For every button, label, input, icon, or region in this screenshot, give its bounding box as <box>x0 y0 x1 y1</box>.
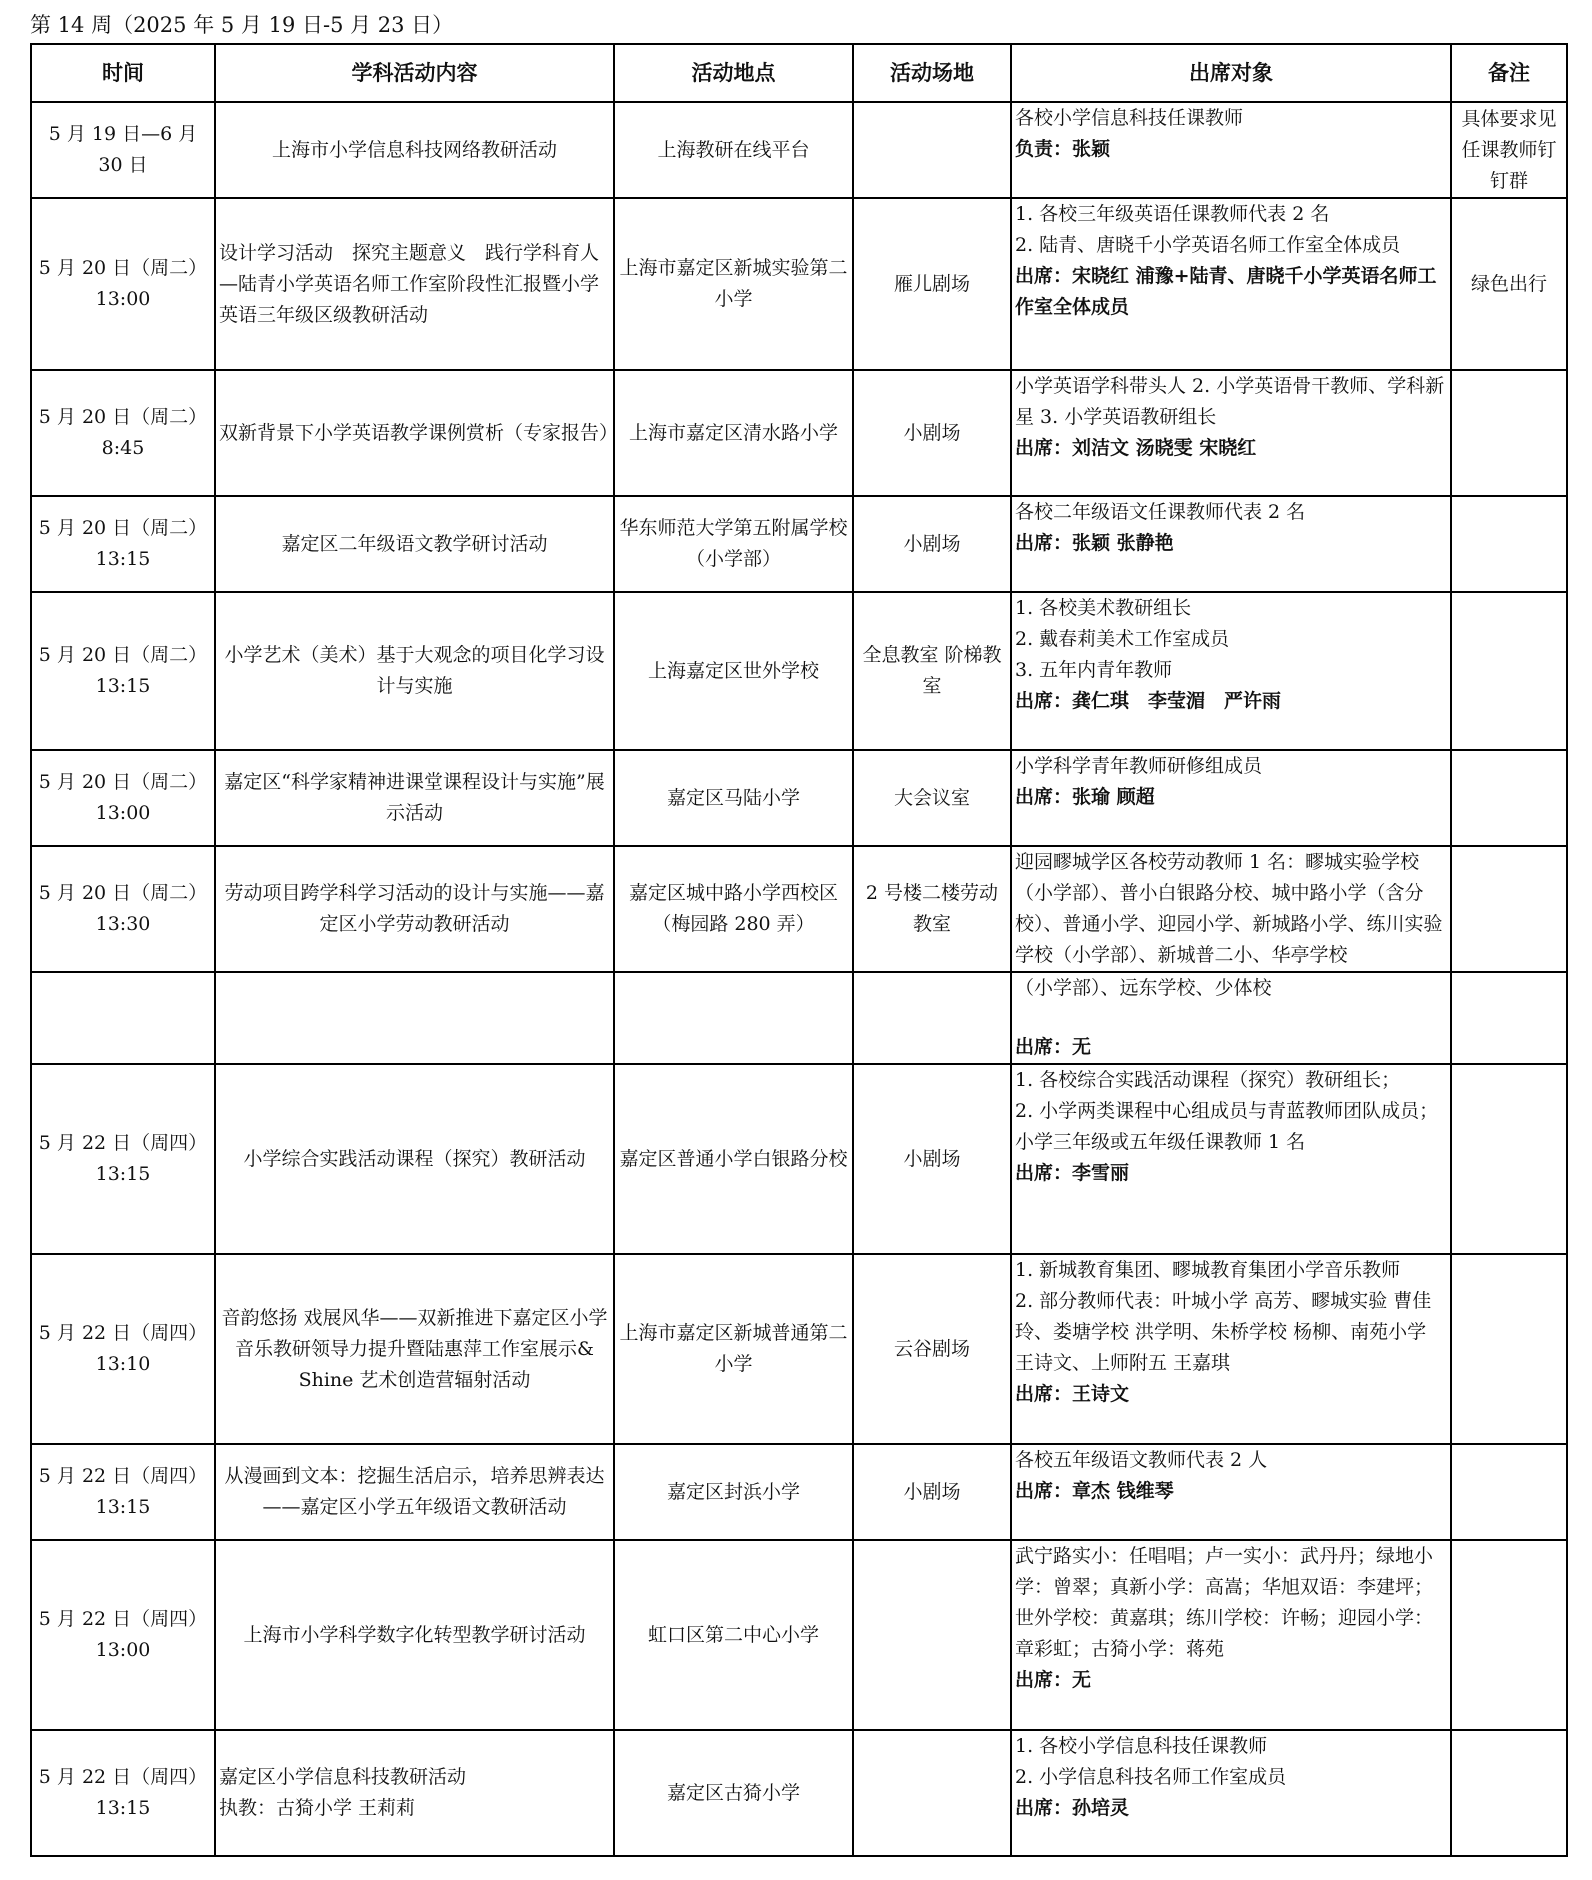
table-row <box>31 1254 1567 1444</box>
venue-cell-text: 大会议室 <box>893 786 970 809</box>
time-cell-text: 5 月 20 日（周二） <box>38 771 208 793</box>
activity-cell <box>215 592 614 750</box>
time-cell <box>31 846 215 972</box>
location-cell <box>614 1444 853 1540</box>
time-cell-text: 8:45 <box>101 437 145 459</box>
time-cell-text: 13:15 <box>95 675 151 697</box>
table-row <box>31 370 1567 496</box>
table-row <box>31 198 1567 370</box>
table-row <box>31 1064 1567 1254</box>
location-cell <box>614 102 853 198</box>
location-cell-text: 上海市嘉定区新城普通第二小学 <box>619 1322 848 1375</box>
attendees-cell-text: 2. 部分教师代表：叶城小学 高芳、疁城实验 曹佳玲、娄塘学校 洪学明、朱桥学校 杨柳、南苑小学 王诗文、上师附五 王嘉琪 <box>1015 1290 1432 1374</box>
activity-cell <box>215 102 614 198</box>
attendees-cell <box>1011 102 1451 198</box>
attending-staff: 出席：李雪丽 <box>1015 1162 1130 1184</box>
attending-staff: 出席：章杰 钱维琴 <box>1015 1480 1174 1502</box>
time-cell <box>31 1540 215 1730</box>
attendees-cell <box>1011 1730 1451 1856</box>
header-venue: 活动场地 <box>853 44 1011 102</box>
table-row <box>31 496 1567 592</box>
venue-cell <box>853 592 1011 750</box>
activity-cell <box>215 1540 614 1730</box>
attendees-cell-text: 1. 各校三年级英语任课教师代表 2 名 <box>1015 203 1330 225</box>
table-row <box>31 1540 1567 1730</box>
time-cell <box>31 972 215 1064</box>
attendees-cell-text: 小学科学青年教师研修组成员 <box>1015 755 1263 777</box>
attendees-cell-text: 小学英语学科带头人 2. 小学英语骨干教师、学科新星 3. 小学英语教研组长 <box>1015 375 1445 428</box>
attending-staff: 出席：龚仁琪 李莹湄 严许雨 <box>1015 690 1282 712</box>
time-cell <box>31 1730 215 1856</box>
time-cell <box>31 1064 215 1254</box>
attendees-cell-text: 武宁路实小：任唱唱；卢一实小：武丹丹；绿地小学：曾翠；真新小学：高嵩；华旭双语：李建坪；世外学校：黄嘉琪；练川学校：许畅；迎园小学：章彩虹；古猗小学：蒋苑 <box>1015 1545 1434 1660</box>
table-row <box>31 972 1567 1064</box>
header-note: 备注 <box>1451 44 1567 102</box>
table-row <box>31 846 1567 972</box>
week-title: 第 14 周（2025 年 5 月 19 日-5 月 23 日） <box>30 13 454 37</box>
note-cell <box>1451 370 1567 496</box>
location-cell-text: 上海教研在线平台 <box>657 138 810 161</box>
attendees-cell <box>1011 370 1451 496</box>
time-cell <box>31 1444 215 1540</box>
location-cell <box>614 198 853 370</box>
note-cell <box>1451 1730 1567 1856</box>
activity-cell <box>215 1444 614 1540</box>
attendees-cell-text: 2. 戴春莉美术工作室成员 <box>1015 628 1230 650</box>
attending-staff: 出席：张颖 张静艳 <box>1015 532 1174 554</box>
location-cell-text: 嘉定区城中路小学西校区（梅园路 280 弄） <box>628 882 838 935</box>
table-row <box>31 1444 1567 1540</box>
attendees-cell <box>1011 972 1451 1064</box>
note-cell <box>1451 972 1567 1064</box>
activity-cell <box>215 972 614 1064</box>
attending-staff: 负责：张颖 <box>1015 138 1111 160</box>
header-location: 活动地点 <box>614 44 853 102</box>
attendees-cell <box>1011 496 1451 592</box>
time-cell-text: 5 月 20 日（周二） <box>38 882 208 904</box>
time-cell-text: 13:10 <box>95 1353 151 1375</box>
time-cell-text: 5 月 20 日（周二） <box>38 644 208 666</box>
activity-cell-text: 从漫画到文本：挖掘生活启示，培养思辨表达——嘉定区小学五年级语文教研活动 <box>224 1465 605 1518</box>
attending-staff: 出席：刘洁文 汤晓雯 宋晓红 <box>1015 437 1257 459</box>
header-time: 时间 <box>31 44 215 102</box>
time-cell-text: 5 月 20 日（周二） <box>38 257 208 279</box>
attendees-cell-text: 1. 各校小学信息科技任课教师 <box>1015 1735 1268 1757</box>
note-cell <box>1451 846 1567 972</box>
time-cell-text: 13:15 <box>95 1797 151 1819</box>
note-cell <box>1451 1540 1567 1730</box>
schedule-table <box>30 43 1568 1857</box>
note-cell <box>1451 592 1567 750</box>
note-cell <box>1451 1444 1567 1540</box>
time-cell-text: 5 月 22 日（周四） <box>38 1465 208 1487</box>
venue-cell-text: 小剧场 <box>903 1147 961 1170</box>
activity-cell-text: 小学艺术（美术）基于大观念的项目化学习设计与实施 <box>224 644 605 697</box>
location-cell-text: 上海市嘉定区新城实验第二小学 <box>619 257 848 310</box>
attendees-cell-text: 小学三年级或五年级任课教师 1 名 <box>1015 1131 1306 1153</box>
header-content: 学科活动内容 <box>215 44 614 102</box>
activity-cell-text: 上海市小学信息科技网络教研活动 <box>271 138 557 161</box>
time-cell <box>31 370 215 496</box>
attending-staff: 出席：宋晓红 浦豫+陆青、唐晓千小学英语名师工作室全体成员 <box>1015 265 1437 318</box>
time-cell <box>31 1254 215 1444</box>
venue-cell <box>853 370 1011 496</box>
activity-cell-text: 双新背景下小学英语教学课例赏析（专家报告） <box>219 421 619 444</box>
location-cell <box>614 1064 853 1254</box>
note-cell <box>1451 102 1567 198</box>
venue-cell-text: 小剧场 <box>903 1480 961 1503</box>
time-cell <box>31 198 215 370</box>
time-cell-text: 13:15 <box>95 548 151 570</box>
attendees-cell-text: 2. 小学信息科技名师工作室成员 <box>1015 1766 1287 1788</box>
activity-cell <box>215 370 619 496</box>
activity-cell-text: 执教：古猗小学 王莉莉 <box>219 1797 416 1819</box>
attendees-cell-text: （小学部）、远东学校、少体校 <box>1015 977 1272 999</box>
venue-cell <box>853 750 1011 846</box>
venue-cell-text: 雁儿剧场 <box>893 272 970 295</box>
location-cell-text: 上海嘉定区世外学校 <box>647 659 819 682</box>
attending-staff: 出席：孙培灵 <box>1015 1797 1130 1819</box>
venue-cell <box>853 1064 1011 1254</box>
venue-cell <box>853 496 1011 592</box>
attendees-cell-text: 各校小学信息科技任课教师 <box>1015 107 1244 129</box>
venue-cell-text: 云谷剧场 <box>893 1337 970 1360</box>
attendees-cell <box>1011 198 1451 370</box>
activity-cell-text: 嘉定区小学信息科技教研活动 <box>219 1766 467 1788</box>
note-cell <box>1451 750 1567 846</box>
venue-cell <box>853 1540 1011 1730</box>
attendees-cell-text: 各校二年级语文任课教师代表 2 名 <box>1015 501 1306 523</box>
location-cell-text: 虹口区第二中心小学 <box>647 1623 819 1646</box>
attending-staff: 出席：张瑜 顾超 <box>1015 786 1155 808</box>
time-cell-text: 13:00 <box>95 802 151 824</box>
attendees-cell-text: 2. 小学两类课程中心组成员与青蓝教师团队成员； <box>1015 1100 1439 1122</box>
time-cell-text: 13:30 <box>95 913 151 935</box>
attendees-cell <box>1011 1064 1451 1254</box>
activity-cell <box>215 750 614 846</box>
venue-cell-text: 全息教室 阶梯教室 <box>862 644 1002 697</box>
note-cell <box>1451 496 1567 592</box>
venue-cell-text: 2 号楼二楼劳动教室 <box>865 882 999 935</box>
activity-cell-text: 音韵悠扬 戏展风华——双新推进下嘉定区小学音乐教研领导力提升暨陆惠萍工作室展示& Shine 艺术创造营辐射活动 <box>221 1306 608 1391</box>
activity-cell <box>215 198 614 370</box>
time-cell <box>31 750 215 846</box>
venue-cell <box>853 846 1011 972</box>
activity-cell <box>215 496 614 592</box>
venue-cell <box>853 198 1011 370</box>
time-cell-text: 5 月 22 日（周四） <box>38 1322 208 1344</box>
schedule-body <box>31 102 1567 1856</box>
time-cell-text: 5 月 20 日（周二） <box>38 406 208 428</box>
location-cell <box>614 1540 853 1730</box>
attendees-cell <box>1011 750 1451 846</box>
time-cell <box>31 496 215 592</box>
attendees-cell-text: 1. 新城教育集团、疁城教育集团小学音乐教师 <box>1015 1259 1401 1281</box>
note-cell-text: 绿色出行 <box>1470 272 1547 295</box>
activity-cell-text: 嘉定区“科学家精神进课堂课程设计与实施”展示活动 <box>224 771 605 824</box>
attendees-cell <box>1011 592 1451 750</box>
attending-staff: 出席：无 <box>1015 1036 1092 1058</box>
time-cell-text: 13:00 <box>95 288 151 310</box>
activity-cell <box>215 1730 614 1856</box>
table-row <box>31 750 1567 846</box>
location-cell-text: 嘉定区封浜小学 <box>666 1480 800 1503</box>
activity-cell-text: 小学综合实践活动课程（探究）教研活动 <box>243 1147 586 1170</box>
attendees-cell <box>1011 1444 1451 1540</box>
location-cell <box>614 1730 853 1856</box>
venue-cell <box>853 1730 1011 1856</box>
attendees-cell-text: 各校五年级语文教师代表 2 人 <box>1015 1449 1268 1471</box>
location-cell-text: 嘉定区古猗小学 <box>666 1781 800 1804</box>
activity-cell-text: 上海市小学科学数字化转型教学研讨活动 <box>243 1623 586 1646</box>
activity-cell <box>215 1254 614 1444</box>
location-cell-text: 上海市嘉定区清水路小学 <box>628 421 838 444</box>
note-cell <box>1451 198 1567 370</box>
attendees-cell <box>1011 1254 1451 1444</box>
note-cell-text: 具体要求见任课教师钉钉群 <box>1461 107 1557 192</box>
table-row <box>31 592 1567 750</box>
activity-cell <box>215 1064 614 1254</box>
venue-cell <box>853 972 1011 1064</box>
location-cell <box>614 496 853 592</box>
time-cell-text: 5 月 20 日（周二） <box>38 517 208 539</box>
venue-cell-text: 小剧场 <box>903 532 961 555</box>
activity-cell <box>215 846 614 972</box>
attending-staff: 出席：无 <box>1015 1669 1092 1691</box>
table-row <box>31 102 1567 198</box>
activity-cell-text: 劳动项目跨学科学习活动的设计与实施——嘉定区小学劳动教研活动 <box>224 882 605 935</box>
time-cell-text: 13:15 <box>95 1496 151 1518</box>
location-cell <box>614 1254 853 1444</box>
note-cell <box>1451 1254 1567 1444</box>
attending-staff: 出席：王诗文 <box>1015 1383 1130 1405</box>
venue-cell <box>853 102 1011 198</box>
location-cell-text: 华东师范大学第五附属学校（小学部） <box>619 517 848 570</box>
location-cell <box>614 592 853 750</box>
attendees-cell-text: 1. 各校综合实践活动课程（探究）教研组长； <box>1015 1069 1401 1091</box>
attendees-cell-text: 3. 五年内青年教师 <box>1015 659 1173 681</box>
time-cell <box>31 102 215 198</box>
attendees-cell-text: 1. 各校美术教研组长 <box>1015 597 1192 619</box>
time-cell-text: 5 月 22 日（周四） <box>38 1132 208 1154</box>
time-cell-text: 13:15 <box>95 1163 151 1185</box>
activity-cell-text: 设计学习活动 探究主题意义 践行学科育人—陆青小学英语名师工作室阶段性汇报暨小学英语三年级区级教研活动 <box>219 241 600 326</box>
location-cell-text: 嘉定区马陆小学 <box>666 786 800 809</box>
venue-cell <box>853 1444 1011 1540</box>
note-cell <box>1451 1064 1567 1254</box>
header-attendees: 出席对象 <box>1011 44 1451 102</box>
table-row <box>31 1730 1567 1856</box>
location-cell <box>614 972 853 1064</box>
attendees-cell-text: 2. 陆青、唐晓千小学英语名师工作室全体成员 <box>1015 234 1401 256</box>
activity-cell-text: 嘉定区二年级语文教学研讨活动 <box>281 532 548 555</box>
spacer <box>1015 1004 1447 1032</box>
attendees-cell <box>1011 846 1451 972</box>
location-cell <box>614 750 853 846</box>
time-cell-text: 13:00 <box>95 1639 151 1661</box>
time-cell <box>31 592 215 750</box>
location-cell <box>614 370 853 496</box>
header-row <box>31 44 1567 102</box>
time-cell-text: 5 月 19 日—6 月 30 日 <box>48 123 198 176</box>
time-cell-text: 5 月 22 日（周四） <box>38 1766 208 1788</box>
attendees-cell-text: 迎园疁城学区各校劳动教师 1 名：疁城实验学校（小学部）、普小白银路分校、城中路小学（含分校）、普通小学、迎园小学、新城路小学、练川实验学校（小学部）、新城普二小、华亭学校 <box>1015 851 1443 966</box>
venue-cell-text: 小剧场 <box>903 421 961 444</box>
venue-cell <box>853 1254 1011 1444</box>
location-cell <box>614 846 853 972</box>
time-cell-text: 5 月 22 日（周四） <box>38 1608 208 1630</box>
attendees-cell <box>1011 1540 1451 1730</box>
location-cell-text: 嘉定区普通小学白银路分校 <box>619 1147 848 1170</box>
